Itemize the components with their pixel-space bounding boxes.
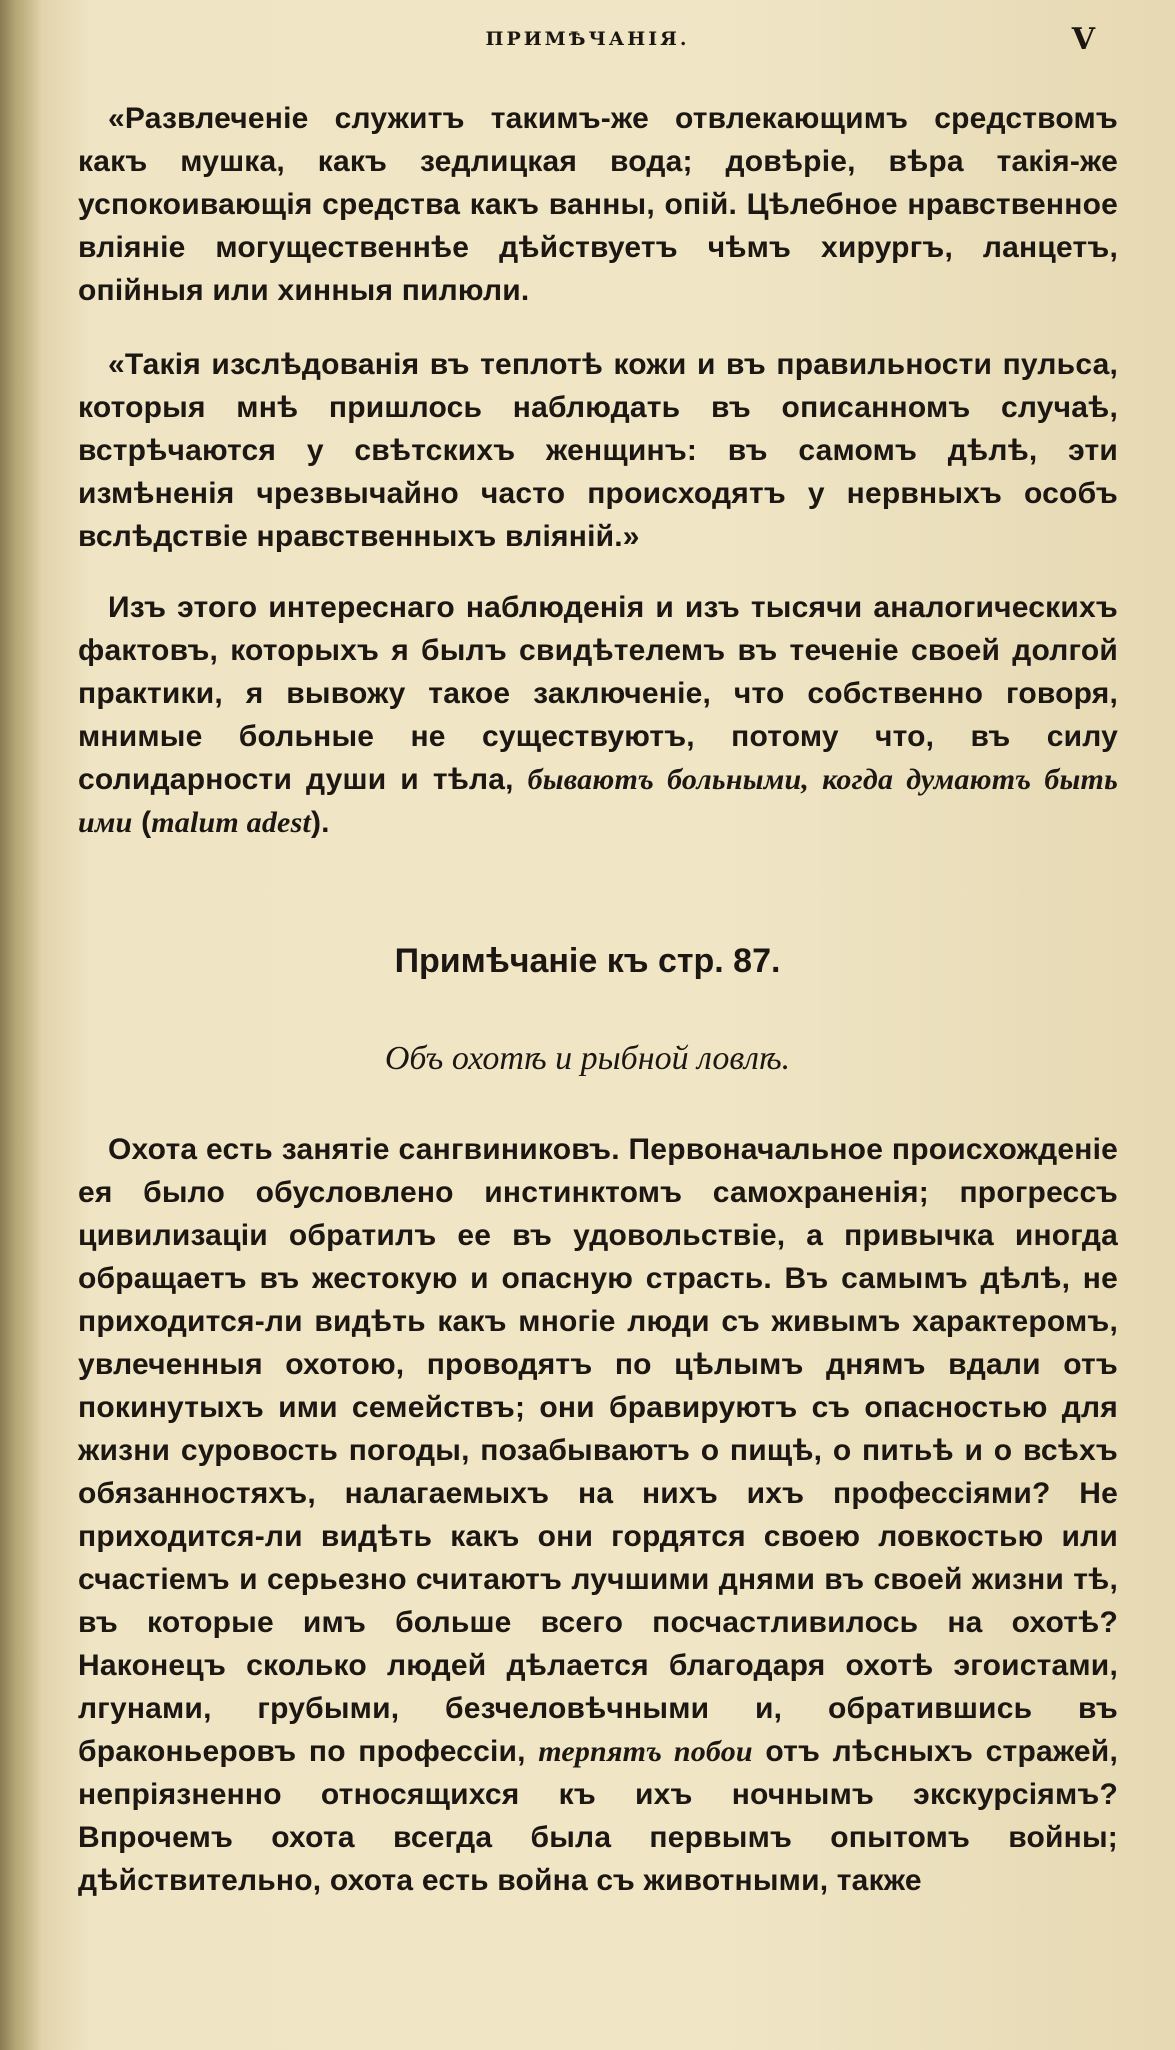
paragraph-3-text	[78, 586, 1118, 844]
running-title: ПРИМѢЧАНІЯ.	[485, 28, 690, 50]
paragraph-3-italic-phrase: бываютъ больными, когда думаютъ быть ими	[78, 763, 1118, 839]
paragraph-4-text-after: отъ лѣсныхъ стражей, непріязненно относящихся къ ихъ ночнымъ экскурсіямъ? Впрочемъ охота всегда была первымъ опытомъ войны; дѣйствительно, охота есть война съ животными, также	[78, 1735, 1118, 1897]
paragraph-3-text-after: ).	[310, 806, 330, 839]
paragraph-3-text-before: Изъ этого интереснаго наблюденія и изъ тысячи аналогическихъ фактовъ, которыхъ я былъ свидѣтелемъ въ теченіе своей долгой практики, я вывожу такое заключеніе, что собственно говоря, мнимые больные не существуютъ, потому что, въ силу солидарности души и тѣла,	[78, 591, 1118, 796]
paragraph-3-latin-phrase: malum adest	[151, 806, 311, 839]
running-head	[0, 22, 1175, 62]
paragraph-3	[78, 586, 1118, 844]
section-title: Примѣчаніе къ стр. 87.	[394, 942, 781, 980]
spine-shadow	[0, 0, 42, 2050]
section-subtitle: Объ охотѣ и рыбной ловлѣ.	[384, 1040, 791, 1077]
paragraph-1-text: «Развлеченіе служитъ такимъ-же отвлекающимъ средствомъ какъ мушка, какъ зедлицкая вода; довѣріе, вѣра такія-же успокоивающія средства какъ ванны, опій. Цѣлебное нравственное вліяніе могущественнѣе дѣйствуетъ чѣмъ хирургъ, ланцетъ, опійныя или хинныя пилюли.	[78, 102, 1118, 307]
paragraph-1	[78, 97, 1118, 312]
paragraph-4-italic-phrase: терпятъ побои	[538, 1735, 753, 1768]
paragraph-4	[78, 1128, 1118, 1902]
page-number: V	[1071, 22, 1095, 57]
paragraph-4-text-before: Охота есть занятіе сангвиниковъ. Первоначальное происхожденіе ея было обусловлено инстинктомъ самохраненія; прогрессъ цивилизаціи обратилъ ее въ удовольствіе, а привычка иногда обращаетъ въ жестокую и опасную страсть. Въ самымъ дѣлѣ, не приходится-ли видѣть какъ многіе люди съ живымъ характеромъ, увлеченныя охотою, проводятъ по цѣлымъ днямъ вдали отъ покинутыхъ ими семействъ; они бравируютъ съ опасностью для жизни суровость погоды, позабываютъ о пищѣ, о питьѣ и о всѣхъ обязанностяхъ, налагаемыхъ на нихъ ихъ профессіями? Не приходится-ли видѣть какъ они гордятся своею ловкостью или счастіемъ и серьезно считаютъ лучшими днями въ своей жизни тѣ, въ которые имъ больше всего посчастливилось на охотѣ? Наконецъ сколько людей дѣлается благодаря охотѣ эгоистами, лгунами, грубыми, безчеловѣчными и, обратившись въ браконьеровъ по профессіи,	[78, 1133, 1118, 1768]
paragraph-2-text: «Такія изслѣдованія въ теплотѣ кожи и въ правильности пульса, которыя мнѣ пришлось наблюдать въ описанномъ случаѣ, встрѣчаются у свѣтскихъ женщинъ: въ самомъ дѣлѣ, эти измѣненія чрезвычайно часто происходятъ у нервныхъ особъ вслѣдствіе нравственныхъ вліяній.»	[78, 348, 1118, 553]
paragraph-2	[78, 343, 1118, 558]
paragraph-3-text-middle: (	[132, 806, 152, 839]
paragraph-4-text	[78, 1128, 1118, 1902]
